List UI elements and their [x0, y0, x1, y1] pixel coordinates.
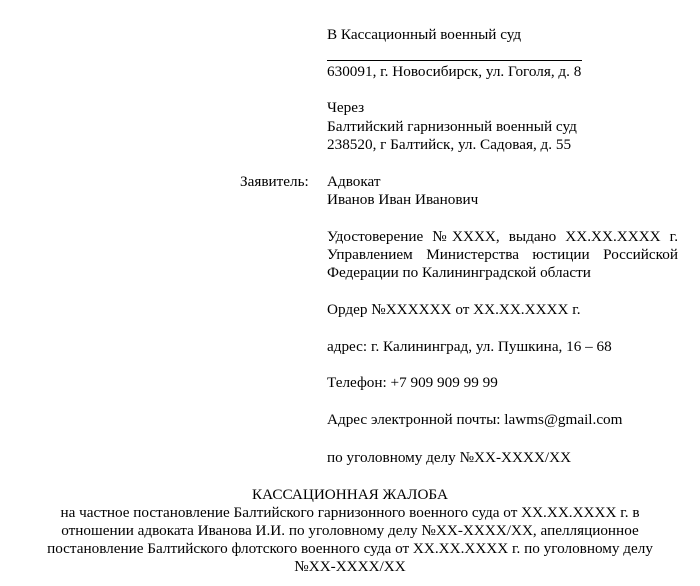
applicant-phone: Телефон: +7 909 909 99 99 — [327, 374, 498, 391]
signature-line — [327, 60, 582, 61]
applicant-email: Адрес электронной почты: lawms@gmail.com — [327, 411, 623, 428]
via-label: Через — [327, 99, 365, 116]
order-number: Ордер №XXXXXX от XX.XX.XXXX г. — [327, 301, 581, 318]
certificate-line-1: Удостоверение №XXXX, выдано XX.XX.XXXX г. — [327, 228, 678, 245]
document-title: КАССАЦИОННАЯ ЖАЛОБА — [252, 486, 448, 503]
addressee-court: В Кассационный военный суд — [327, 26, 522, 43]
case-number: по уголовному делу №XX-XXXX/XX — [327, 449, 572, 466]
certificate-line-2: Управлением Министерства юстиции Российской — [327, 246, 678, 263]
certificate-line-3: Федерации по Калининградской области — [327, 264, 591, 281]
subtitle-line-3: постановление Балтийского флотского военного суда от XX.XX.XXXX г. по уголовному делу — [47, 540, 653, 557]
applicant-title: Адвокат — [327, 173, 381, 190]
via-court: Балтийский гарнизонный военный суд — [327, 118, 577, 135]
subtitle-line-1: на частное постановление Балтийского гарнизонного военного суда от XX.XX.XXXX г. в — [60, 504, 640, 521]
applicant-name: Иванов Иван Иванович — [327, 191, 479, 208]
subtitle-line-2: отношении адвоката Иванова И.И. по уголовному делу №XX-XXXX/XX, апелляционное — [61, 522, 639, 539]
subtitle-line-4: №XX-XXXX/XX — [294, 558, 406, 575]
applicant-address: адрес: г. Калининград, ул. Пушкина, 16 – 68 — [327, 338, 612, 355]
addressee-court-address: 630091, г. Новосибирск, ул. Гоголя, д. 8 — [327, 63, 582, 80]
via-court-address: 238520, г Балтийск, ул. Садовая, д. 55 — [327, 136, 572, 153]
applicant-label: Заявитель: — [240, 173, 309, 190]
